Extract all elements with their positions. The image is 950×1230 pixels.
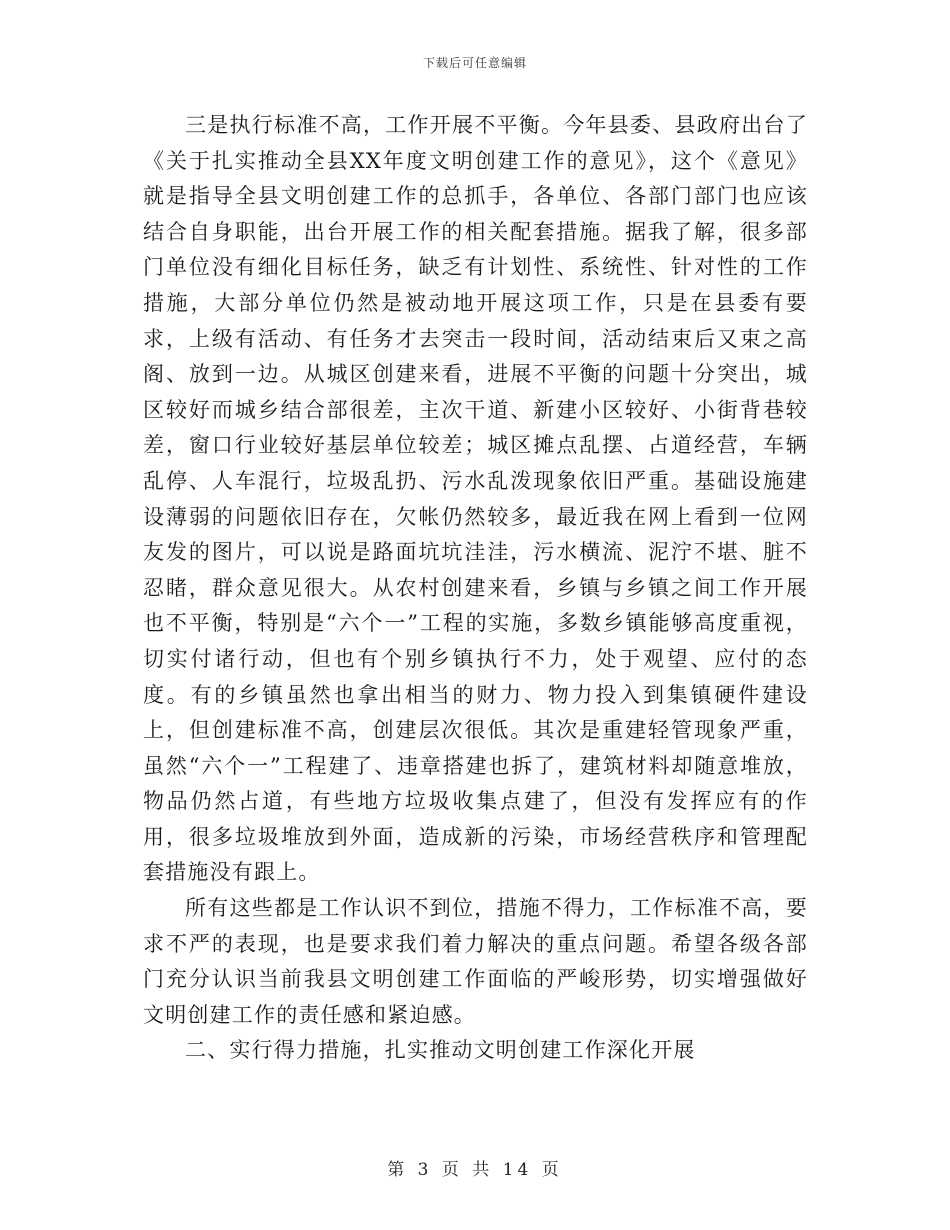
section-heading-measures: 二、实行得力措施，扎实推动文明创建工作深化开展 bbox=[185, 1038, 696, 1063]
page-number: 第 3 页 共 14 页 bbox=[387, 1160, 563, 1180]
page-header-note: 下载后可任意编辑 bbox=[422, 56, 527, 70]
paragraph-execution-standards: 三是执行标准不高，工作开展不平衡。今年县委、县政府出台了《关于扎实推动全县XX年度文明创建工作的意见》，这个《意见》就是指导全县文明创建工作的总抓手，各单位、各部门部门也应该结合自身职能，出台开展工作的相关配套措施。据我了解，很多部门单位没有细化目标任务，缺乏有计划性、系统性、针对性的工作措施，大部分单位仍然是被动地开展这项工作，只是在县委有要求，上级有活动、有任务才去突击一段时间，活动结束后又束之高阁、放到一边。从城区创建来看，进展不平衡的问题十分突出，城区较好而城乡结合部很差，主次干道、新建小区较好、小街背巷较差，窗口行业较好基层单位较差；城区摊点乱摆、占道经营，车辆乱停、人车混行，垃圾乱扔、污水乱泼现象依旧严重。基础设施建设薄弱的问题依旧存在，欠帐仍然较多，最近我在网上看到一位网友发的图片，可以说是路面坑坑洼洼，污水横流、泥泞不堪、脏不忍睹，群众意见很大。从农村创建来看，乡镇与乡镇之间工作开展也不平衡，特别是“六个一”工程的实施，多数乡镇能够高度重视，切实付诸行动，但也有个别乡镇执行不力，处于观望、应付的态度。有的乡镇虽然也拿出相当的财力、物力投入到集镇硬件建设上，但创建标准不高，创建层次很低。其次是重建轻管现象严重，虽然“六个一”工程建了、违章搭建也拆了，建筑材料却随意堆放，物品仍然占道，有些地方垃圾收集点建了，但没有发挥应有的作用，很多垃圾堆放到外面，造成新的污染，市场经营秩序和管理配套措施没有跟上。 bbox=[143, 113, 808, 885]
paragraph-summary-problems: 所有这些都是工作认识不到位，措施不得力，工作标准不高，要求不严的表现，也是要求我们着力解决的重点问题。希望各级各部门充分认识当前我县文明创建工作面临的严峻形势，切实增强做好文明创建工作的责任感和紧迫感。 bbox=[143, 896, 808, 1027]
document-body bbox=[143, 108, 808, 1069]
